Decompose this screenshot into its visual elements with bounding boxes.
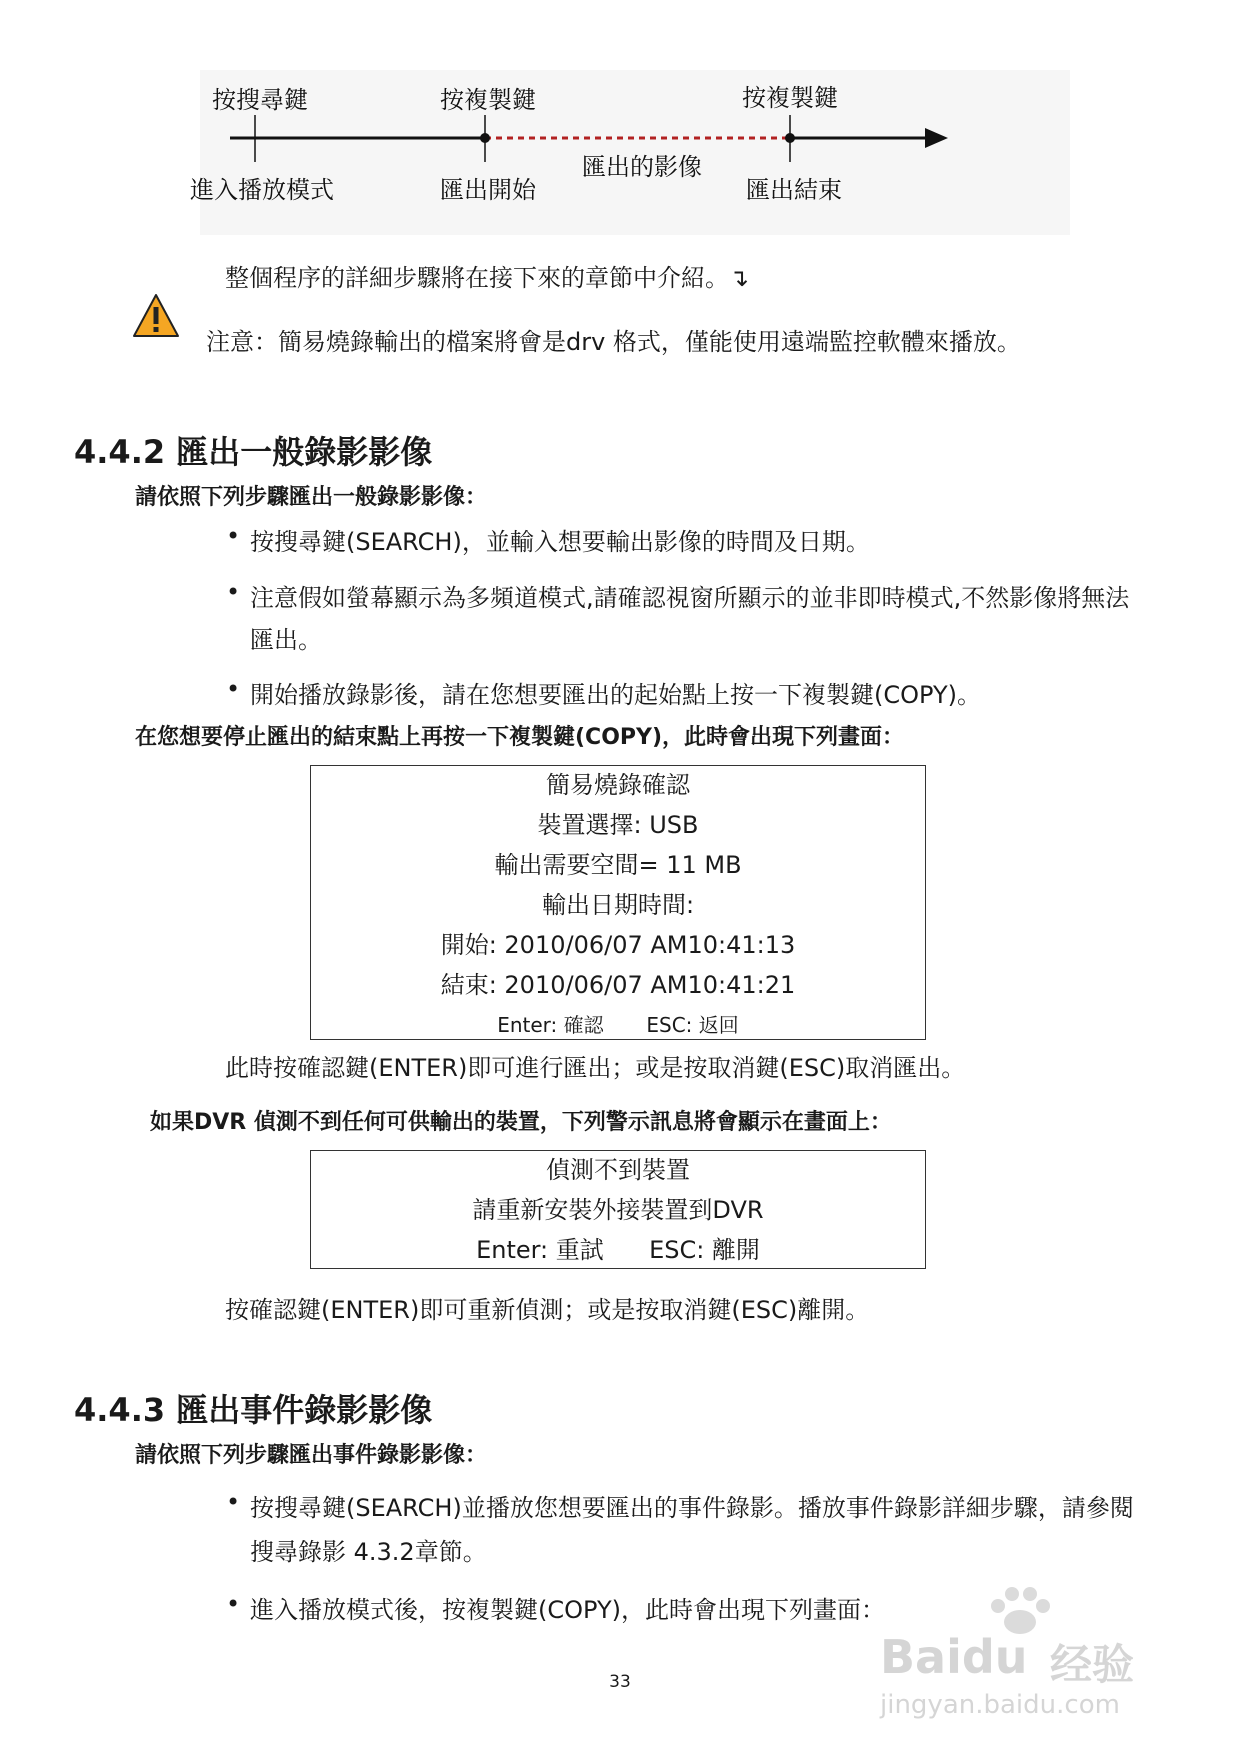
- dialog-enter-label: Enter: 確認: [497, 1013, 604, 1037]
- marker-copy-end: [785, 133, 795, 143]
- bullet-icon: •: [226, 675, 241, 703]
- timeline-diagram: [190, 70, 1070, 235]
- list-item: [226, 1488, 1134, 1523]
- dialog-esc-label: ESC: 返回: [646, 1013, 739, 1037]
- dialog-start: 開始: 2010/06/07 AM10:41:13: [440, 931, 796, 959]
- bullet-icon: •: [226, 1590, 241, 1618]
- label-exported-video: 匯出的影像: [582, 153, 702, 181]
- dialog-esc-label: ESC: 離開: [649, 1236, 760, 1264]
- caution-text: 注意：簡易燒錄輸出的檔案將會是drv 格式，僅能使用遠端監控軟體來播放。: [206, 328, 1021, 356]
- dialog-device: 裝置選擇: USB: [537, 811, 699, 839]
- section-442-heading: 4.4.2 匯出一般錄影影像: [74, 433, 433, 471]
- dialog-actions: [311, 1230, 925, 1270]
- bullet-text: 按搜尋鍵(SEARCH)，並輸入想要輸出影像的時間及日期。: [250, 528, 870, 556]
- label-press-copy-start: 按複製鍵: [440, 86, 536, 114]
- list-item-continuation: [250, 1532, 487, 1567]
- dialog-datetime-label: 輸出日期時間:: [541, 891, 695, 919]
- bullet-text: 按搜尋鍵(SEARCH)並播放您想要匯出的事件錄影。播放事件錄影詳細步驟，請參閱: [250, 1494, 1134, 1522]
- bullet-text: 進入播放模式後，按複製鍵(COPY)，此時會出現下列畫面：: [250, 1596, 885, 1624]
- dialog-end: 結束: 2010/06/07 AM10:41:21: [440, 971, 796, 999]
- page-number: 33: [609, 1672, 631, 1692]
- label-export-start: 匯出開始: [440, 176, 536, 204]
- list-item: [226, 1590, 885, 1625]
- timeline-arrow-head: [925, 128, 948, 148]
- after-warning-text: 按確認鍵(ENTER)即可重新偵測；或是按取消鍵(ESC)離開。: [225, 1296, 870, 1324]
- label-enter-playback: 進入播放模式: [190, 176, 334, 204]
- dialog-title: 簡易燒錄確認: [546, 771, 690, 799]
- watermark-brand: Baidu: [880, 1630, 1028, 1684]
- instruction-text: 在您想要停止匯出的結束點上再按一下複製鍵(COPY)，此時會出現下列畫面：: [135, 725, 905, 750]
- dialog-actions: [311, 1005, 925, 1045]
- watermark-url: jingyan.baidu.com: [880, 1690, 1120, 1720]
- list-item: [226, 522, 870, 557]
- warning-intro-text: 如果DVR 偵測不到任何可供輸出的裝置，下列警示訊息將會顯示在畫面上：: [150, 1110, 892, 1135]
- dialog-title: 偵測不到裝置: [546, 1156, 690, 1184]
- list-item: [226, 675, 981, 710]
- bullet-text: 開始播放錄影後，請在您想要匯出的起始點上按一下複製鍵(COPY)。: [250, 681, 981, 709]
- list-item-continuation: [250, 620, 322, 655]
- bullet-icon: •: [226, 522, 241, 550]
- confirm-dialog-box: [310, 765, 926, 1040]
- bullet-text: 匯出。: [250, 626, 322, 654]
- marker-copy-start: [480, 133, 490, 143]
- label-press-search: 按搜尋鍵: [212, 86, 308, 114]
- section-443-heading: 4.4.3 匯出事件錄影影像: [74, 1391, 433, 1429]
- dialog-message: 請重新安裝外接裝置到DVR: [472, 1196, 764, 1224]
- list-item: [226, 578, 1130, 613]
- after-confirm-text: 此時按確認鍵(ENTER)即可進行匯出；或是按取消鍵(ESC)取消匯出。: [225, 1054, 966, 1082]
- no-device-dialog-box: [310, 1150, 926, 1269]
- baidu-watermark: [880, 1580, 1180, 1730]
- label-export-end: 匯出結束: [746, 176, 842, 204]
- intro-text: 整個程序的詳細步驟將在接下來的章節中介紹。↴: [225, 264, 750, 292]
- bullet-text: 搜尋錄影 4.3.2章節。: [250, 1538, 487, 1566]
- bullet-icon: •: [226, 578, 241, 606]
- watermark-cn: 经验: [1050, 1640, 1135, 1689]
- dialog-enter-label: Enter: 重試: [476, 1236, 604, 1264]
- bullet-text: 注意假如螢幕顯示為多頻道模式,請確認視窗所顯示的並非即時模式,不然影像將無法: [250, 584, 1130, 612]
- section-443-subheading: 請依照下列步驟匯出事件錄影影像：: [135, 1443, 488, 1468]
- bullet-icon: •: [226, 1488, 241, 1516]
- warning-triangle-icon: [132, 292, 180, 340]
- section-442-subheading: 請依照下列步驟匯出一般錄影影像：: [135, 485, 488, 510]
- dialog-space: 輸出需要空間= 11 MB: [494, 851, 742, 879]
- label-press-copy-end: 按複製鍵: [742, 84, 838, 112]
